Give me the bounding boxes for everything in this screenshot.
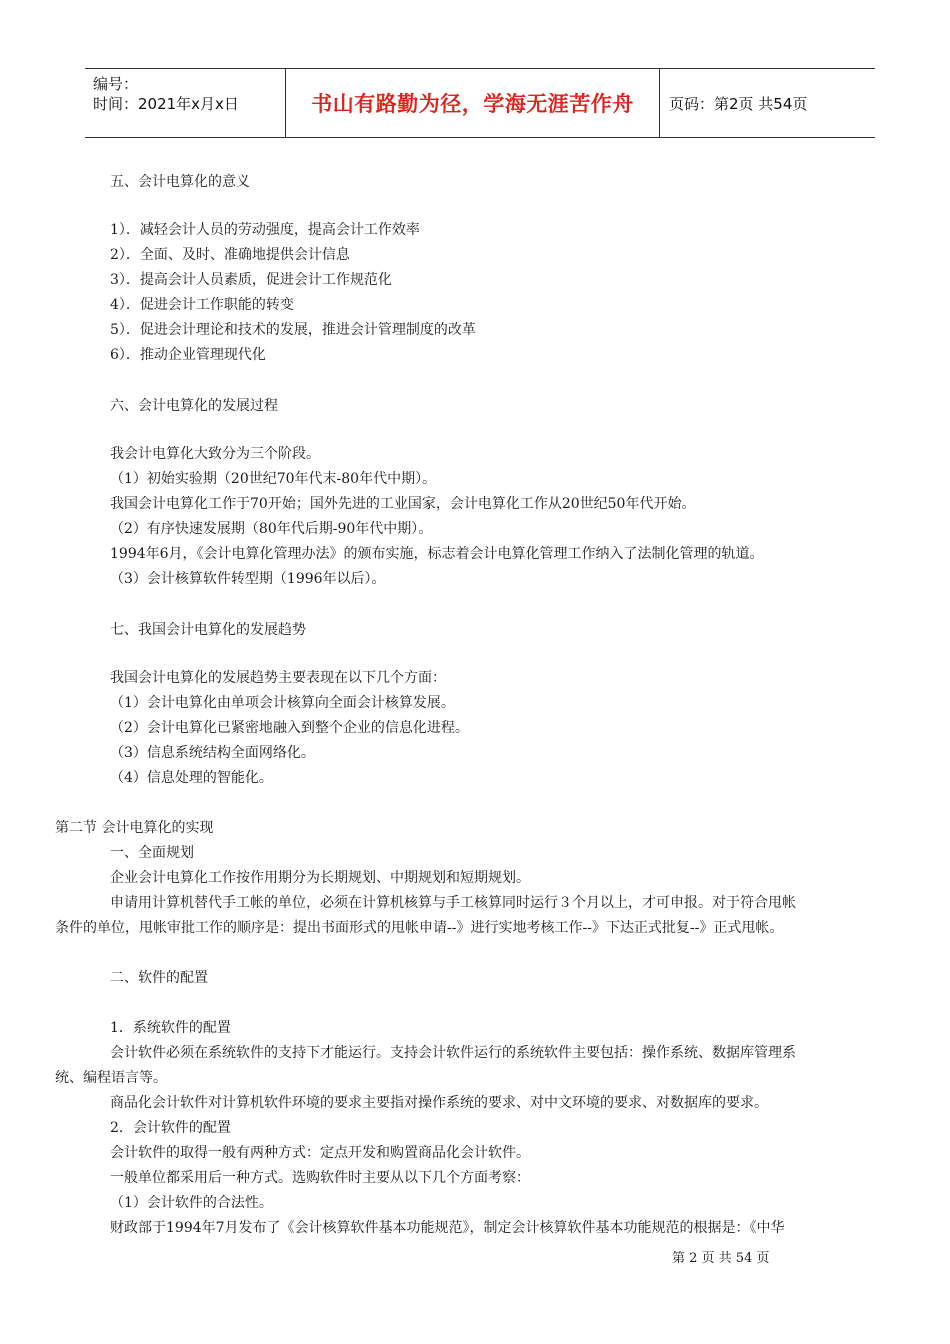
paragraph: 我国会计电算化的发展趋势主要表现在以下几个方面： <box>110 670 446 686</box>
header-date: 时间：2021年x月x日 <box>93 95 239 113</box>
list-item: 6）．推动企业管理现代化 <box>110 347 266 363</box>
paragraph: 条件的单位，甩帐审批工作的顺序是：提出书面形式的甩帐申请--》进行实地考核工作--》下达正式批复--》正式甩帐。 <box>55 920 784 936</box>
list-item: （3）信息系统结构全面网络化。 <box>110 745 315 761</box>
paragraph: 我会计电算化大致分为三个阶段。 <box>110 446 320 462</box>
paragraph: 会计软件的取得一般有两种方式：定点开发和购置商品化会计软件。 <box>110 1145 530 1161</box>
section-heading: 二、软件的配置 <box>110 970 208 986</box>
list-item: 5）．促进会计理论和技术的发展，推进会计管理制度的改革 <box>110 322 476 338</box>
list-item: 2）．全面、及时、准确地提供会计信息 <box>110 247 350 263</box>
section-heading: 七、我国会计电算化的发展趋势 <box>110 622 306 638</box>
paragraph: （3）会计核算软件转型期（1996年以后）。 <box>110 571 386 587</box>
list-item: （4）信息处理的智能化。 <box>110 770 273 786</box>
header-motto: 书山有路勤为径，学海无涯苦作舟 <box>285 69 660 137</box>
paragraph: 财政部于1994年7月发布了《会计核算软件基本功能规范》，制定会计核算软件基本功能规范的根据是：《中华 <box>110 1220 785 1236</box>
list-item: （1）会计电算化由单项会计核算向全面会计核算发展。 <box>110 695 455 711</box>
chapter-heading: 第二节 会计电算化的实现 <box>55 820 214 836</box>
list-item: （2）会计电算化已紧密地融入到整个企业的信息化进程。 <box>110 720 469 736</box>
list-item: （1）会计软件的合法性。 <box>110 1195 273 1211</box>
section-heading: 一、全面规划 <box>110 845 194 861</box>
section-heading: 六、会计电算化的发展过程 <box>110 398 278 414</box>
paragraph: 企业会计电算化工作按作用期分为长期规划、中期规划和短期规划。 <box>110 870 530 886</box>
paragraph: 1994年6月，《会计电算化管理办法》的颁布实施，标志着会计电算化管理工作纳入了法制化管理的轨道。 <box>110 546 764 562</box>
paragraph: 会计软件必须在系统软件的支持下才能运行。支持会计软件运行的系统软件主要包括：操作系统、数据库管理系 <box>110 1045 796 1061</box>
list-item: 3）．提高会计人员素质，促进会计工作规范化 <box>110 272 392 288</box>
header-number-label: 编号： <box>93 75 139 93</box>
paragraph: 我国会计电算化工作于70开始；国外先进的工业国家，会计电算化工作从20世纪50年代开始。 <box>110 496 696 512</box>
page-footer: 第 2 页 共 54 页 <box>672 1251 770 1266</box>
page-header <box>85 68 875 138</box>
paragraph: （2）有序快速发展期（80年代后期-90年代中期）。 <box>110 521 433 537</box>
list-item: 4）．促进会计工作职能的转变 <box>110 297 294 313</box>
subsection-heading: 2．会计软件的配置 <box>110 1120 231 1136</box>
paragraph: （1）初始实验期（20世纪70年代末-80年代中期）。 <box>110 471 437 487</box>
paragraph: 申请用计算机替代手工帐的单位，必须在计算机核算与手工核算同时运行３个月以上，才可申报。对于符合甩帐 <box>110 895 796 911</box>
section-heading: 五、会计电算化的意义 <box>110 174 250 190</box>
paragraph: 一般单位都采用后一种方式。选购软件时主要从以下几个方面考察： <box>110 1170 530 1186</box>
list-item: 1）．减轻会计人员的劳动强度，提高会计工作效率 <box>110 222 420 238</box>
header-page-code: 页码：第2页 共54页 <box>669 94 808 113</box>
paragraph: 商品化会计软件对计算机软件环境的要求主要指对操作系统的要求、对中文环境的要求、对数据库的要求。 <box>110 1095 768 1111</box>
subsection-heading: 1．系统软件的配置 <box>110 1020 231 1036</box>
header-meta <box>85 69 285 137</box>
paragraph: 统、编程语言等。 <box>55 1070 167 1086</box>
